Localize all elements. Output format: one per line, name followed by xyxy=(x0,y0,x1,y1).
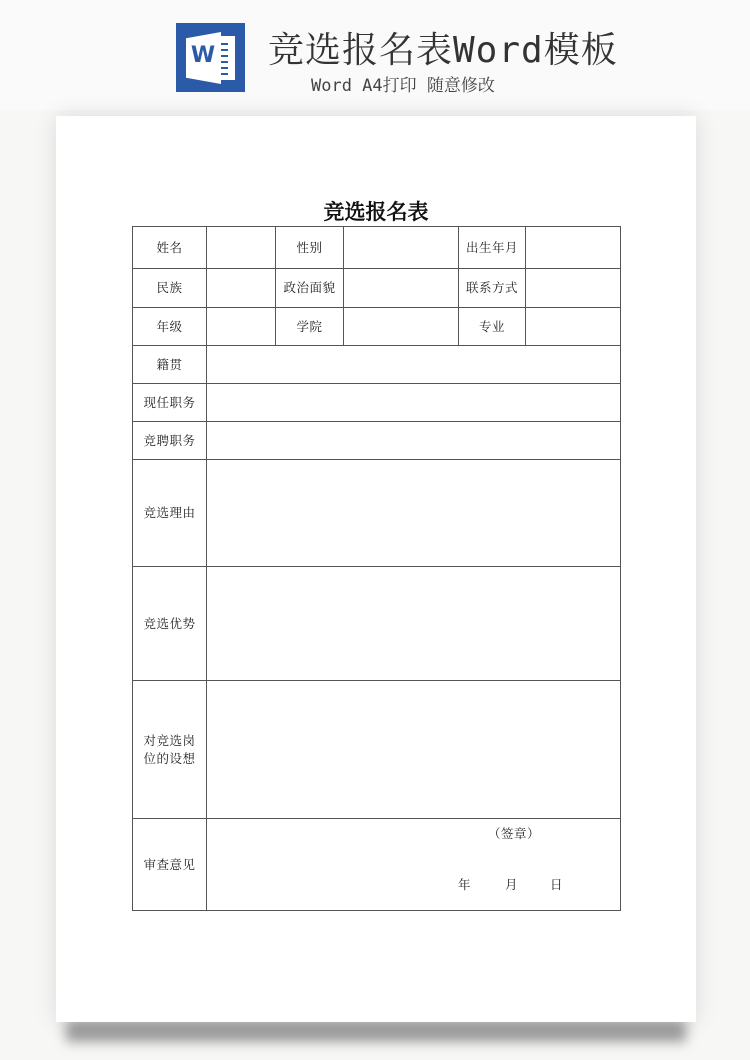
signature-label: （签章） xyxy=(488,826,541,841)
field-contact[interactable] xyxy=(526,269,621,308)
document-title: 竞选报名表 xyxy=(323,199,429,224)
table-row xyxy=(133,308,621,346)
field-major[interactable] xyxy=(526,308,621,346)
banner-title: 竞选报名表Word模板 xyxy=(268,30,618,71)
field-college[interactable] xyxy=(344,308,459,346)
field-gender[interactable] xyxy=(344,227,459,269)
label-name: 姓名 xyxy=(133,227,207,269)
label-college: 学院 xyxy=(276,308,344,346)
field-position-plan[interactable] xyxy=(207,681,621,819)
field-review[interactable] xyxy=(207,819,621,911)
month-label: 月 xyxy=(505,877,519,892)
label-ethnicity: 民族 xyxy=(133,269,207,308)
field-reason[interactable] xyxy=(207,460,621,567)
field-advantages[interactable] xyxy=(207,567,621,681)
field-target-position[interactable] xyxy=(207,422,621,460)
field-native-place[interactable] xyxy=(207,346,621,384)
field-political-status[interactable] xyxy=(344,269,459,308)
label-grade: 年级 xyxy=(133,308,207,346)
table-row xyxy=(133,384,621,422)
label-position-plan xyxy=(133,681,207,819)
header-banner xyxy=(0,0,750,110)
label-native-place: 籍贯 xyxy=(133,346,207,384)
label-political-status: 政治面貌 xyxy=(276,269,344,308)
label-birth-date: 出生年月 xyxy=(459,227,526,269)
review-content xyxy=(207,819,620,910)
label-reason: 竞选理由 xyxy=(133,460,207,567)
label-major: 专业 xyxy=(459,308,526,346)
label-review: 审查意见 xyxy=(133,819,207,911)
table-row xyxy=(133,227,621,269)
table-row xyxy=(133,346,621,384)
table-row xyxy=(133,681,621,819)
label-gender: 性别 xyxy=(276,227,344,269)
field-ethnicity[interactable] xyxy=(207,269,276,308)
table-row xyxy=(133,819,621,911)
table-row xyxy=(133,269,621,308)
field-birth-date[interactable] xyxy=(526,227,621,269)
document-page xyxy=(56,116,696,1022)
field-current-position[interactable] xyxy=(207,384,621,422)
table-row xyxy=(133,422,621,460)
label-advantages: 竞选优势 xyxy=(133,567,207,681)
label-line: 对竞选岗 xyxy=(143,732,196,748)
w-letter: W xyxy=(190,43,216,68)
word-icon xyxy=(176,23,245,92)
paper-shadow xyxy=(66,1020,686,1042)
label-target-position: 竞聘职务 xyxy=(133,422,207,460)
day-label: 日 xyxy=(550,877,564,892)
field-grade[interactable] xyxy=(207,308,276,346)
label-current-position: 现任职务 xyxy=(133,384,207,422)
table-row xyxy=(133,567,621,681)
banner-subtitle: Word A4打印 随意修改 xyxy=(311,76,495,96)
registration-form-table xyxy=(132,226,621,911)
label-line: 位的设想 xyxy=(143,750,196,766)
year-label: 年 xyxy=(458,877,472,892)
table-row xyxy=(133,460,621,567)
label-contact: 联系方式 xyxy=(459,269,526,308)
field-name[interactable] xyxy=(207,227,276,269)
